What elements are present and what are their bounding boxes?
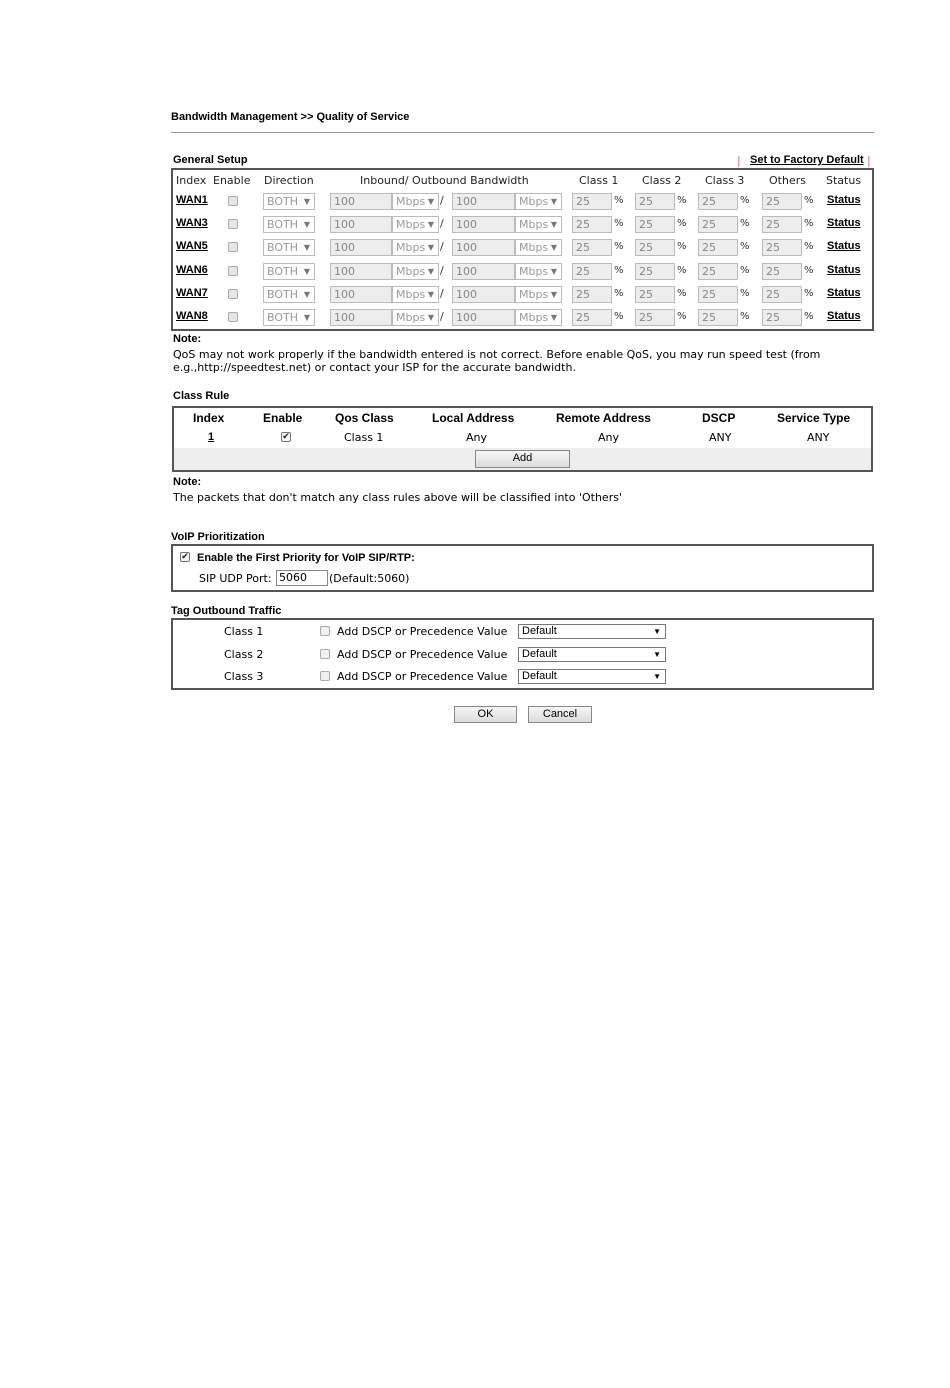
sip-port-default: (Default:5060)	[329, 572, 410, 585]
percent-label: %	[804, 241, 814, 252]
unit-value: Mbps	[396, 241, 426, 254]
outbound-unit-select[interactable]	[515, 193, 562, 210]
unit-value: Mbps	[519, 288, 549, 301]
ok-button[interactable]: OK	[454, 706, 517, 723]
inbound-unit-select[interactable]	[392, 239, 439, 256]
chevron-down-icon: ▼	[303, 243, 310, 252]
unit-value: Mbps	[396, 195, 426, 208]
percent-label: %	[804, 311, 814, 322]
col-header-enable: Enable	[263, 411, 303, 425]
dscp-select-value: Default	[522, 625, 557, 637]
direction-select[interactable]	[263, 309, 315, 326]
general-setup-title: General Setup	[173, 154, 248, 166]
inbound-input[interactable]: 100	[330, 263, 392, 280]
tag-class-label: Class 3	[224, 670, 264, 683]
class1-input[interactable]: 25	[572, 216, 612, 233]
note-text: QoS may not work properly if the bandwidth entered is not correct. Before enable QoS, you may run speed test (from	[173, 348, 821, 361]
chevron-down-icon: ▼	[303, 290, 310, 299]
separator: |	[867, 154, 871, 167]
chevron-down-icon: ▼	[427, 243, 434, 252]
class-rule-index-link[interactable]: 1	[208, 431, 215, 443]
percent-label: %	[740, 311, 750, 322]
class3-input[interactable]: 25	[698, 286, 738, 303]
tag-dscp-label: Add DSCP or Precedence Value	[337, 648, 508, 661]
outbound-unit-select[interactable]	[515, 263, 562, 280]
inbound-unit-select[interactable]	[392, 309, 439, 326]
sip-port-label: SIP UDP Port:	[199, 572, 272, 585]
wan-enable-checkbox[interactable]	[228, 312, 238, 322]
percent-label: %	[804, 265, 814, 276]
percent-label: %	[804, 218, 814, 229]
unit-value: Mbps	[519, 241, 549, 254]
inbound-input[interactable]: 100	[330, 309, 392, 326]
outbound-input[interactable]: 100	[452, 193, 515, 210]
chevron-down-icon: ▼	[427, 220, 434, 229]
inbound-unit-select[interactable]	[392, 263, 439, 280]
col-header-dscp: DSCP	[702, 411, 736, 425]
wan-enable-checkbox[interactable]	[228, 242, 238, 252]
percent-label: %	[677, 265, 687, 276]
add-button[interactable]: Add	[475, 450, 570, 468]
col-header-bandwidth: Inbound/ Outbound Bandwidth	[360, 174, 529, 187]
percent-label: %	[677, 241, 687, 252]
outbound-unit-select[interactable]	[515, 309, 562, 326]
slash-separator: /	[440, 217, 444, 230]
percent-label: %	[614, 195, 624, 206]
note-text: The packets that don't match any class rules above will be classified into 'Others'	[173, 491, 622, 504]
voip-title: VoIP Prioritization	[171, 531, 265, 543]
tag-class-label: Class 1	[224, 625, 264, 638]
others-input[interactable]: 25	[762, 239, 802, 256]
chevron-down-icon: ▼	[653, 650, 661, 659]
slash-separator: /	[440, 310, 444, 323]
page-title: Bandwidth Management >> Quality of Service	[171, 111, 410, 123]
note-text: e.g.,http://speedtest.net) or contact your ISP for the accurate bandwidth.	[173, 361, 576, 374]
percent-label: %	[804, 195, 814, 206]
status-link[interactable]: Status	[827, 217, 861, 229]
chevron-down-icon: ▼	[550, 313, 557, 322]
col-header-class1: Class 1	[579, 174, 619, 187]
note-label: Note:	[173, 333, 202, 345]
outbound-input[interactable]: 100	[452, 309, 515, 326]
class3-input[interactable]: 25	[698, 309, 738, 326]
wan-index-link[interactable]: WAN5	[176, 240, 208, 252]
slash-separator: /	[440, 264, 444, 277]
chevron-down-icon: ▼	[550, 197, 557, 206]
col-header-service-type: Service Type	[777, 411, 851, 425]
dscp-select-value: Default	[522, 670, 557, 682]
dscp-select[interactable]	[518, 624, 666, 639]
col-header-status: Status	[826, 174, 862, 187]
others-input[interactable]: 25	[762, 216, 802, 233]
unit-value: Mbps	[519, 311, 549, 324]
class-rule-remote: Any	[598, 431, 620, 444]
class-rule-local: Any	[466, 431, 488, 444]
direction-value: BOTH	[267, 311, 299, 324]
voip-enable-label: Enable the First Priority for VoIP SIP/RTP:	[197, 552, 415, 564]
chevron-down-icon: ▼	[303, 197, 310, 206]
inbound-input[interactable]: 100	[330, 216, 392, 233]
percent-label: %	[614, 311, 624, 322]
class3-input[interactable]: 25	[698, 193, 738, 210]
status-link[interactable]: Status	[827, 240, 861, 252]
outbound-input[interactable]: 100	[452, 286, 515, 303]
status-link[interactable]: Status	[827, 287, 861, 299]
wan-index-link[interactable]: WAN3	[176, 217, 208, 229]
col-header-local-address: Local Address	[432, 411, 515, 425]
chevron-down-icon: ▼	[427, 197, 434, 206]
dscp-select-value: Default	[522, 648, 557, 660]
chevron-down-icon: ▼	[550, 290, 557, 299]
slash-separator: /	[440, 240, 444, 253]
col-header-index: Index	[193, 411, 225, 425]
inbound-unit-select[interactable]	[392, 286, 439, 303]
col-header-remote-address: Remote Address	[556, 411, 651, 425]
inbound-unit-select[interactable]	[392, 216, 439, 233]
separator: |	[737, 154, 741, 167]
class-rule-qos-class: Class 1	[344, 431, 384, 444]
slash-separator: /	[440, 287, 444, 300]
wan-enable-checkbox[interactable]	[228, 266, 238, 276]
chevron-down-icon: ▼	[550, 267, 557, 276]
outbound-input[interactable]: 100	[452, 239, 515, 256]
class2-input[interactable]: 25	[635, 239, 675, 256]
inbound-input[interactable]: 100	[330, 239, 392, 256]
wan-index-link[interactable]: WAN8	[176, 310, 208, 322]
inbound-input[interactable]: 100	[330, 193, 392, 210]
others-input[interactable]: 25	[762, 309, 802, 326]
sip-port-input[interactable]: 5060	[276, 570, 328, 586]
wan-index-link[interactable]: WAN1	[176, 194, 208, 206]
class-rule-dscp: ANY	[709, 431, 732, 444]
dscp-select[interactable]	[518, 669, 666, 684]
direction-select[interactable]	[263, 193, 315, 210]
status-link[interactable]: Status	[827, 194, 861, 206]
others-input[interactable]: 25	[762, 193, 802, 210]
tag-dscp-checkbox[interactable]	[320, 649, 330, 659]
col-header-qos-class: Qos Class	[335, 411, 394, 425]
unit-value: Mbps	[519, 265, 549, 278]
chevron-down-icon: ▼	[427, 267, 434, 276]
col-header-others: Others	[769, 174, 806, 187]
chevron-down-icon: ▼	[303, 313, 310, 322]
cancel-button[interactable]: Cancel	[528, 706, 592, 723]
col-header-index: Index	[176, 174, 207, 187]
class3-input[interactable]: 25	[698, 239, 738, 256]
status-link[interactable]: Status	[827, 264, 861, 276]
wan-index-link[interactable]: WAN7	[176, 287, 208, 299]
percent-label: %	[677, 218, 687, 229]
others-input[interactable]: 25	[762, 263, 802, 280]
class2-input[interactable]: 25	[635, 193, 675, 210]
class1-input[interactable]: 25	[572, 193, 612, 210]
unit-value: Mbps	[396, 265, 426, 278]
percent-label: %	[740, 288, 750, 299]
tag-dscp-checkbox[interactable]	[320, 626, 330, 636]
direction-select[interactable]	[263, 263, 315, 280]
slash-separator: /	[440, 194, 444, 207]
class-rule-enable-checkbox[interactable]	[281, 432, 291, 442]
class-rule-title: Class Rule	[173, 390, 230, 402]
direction-select[interactable]	[263, 216, 315, 233]
chevron-down-icon: ▼	[427, 313, 434, 322]
voip-enable-checkbox[interactable]	[180, 552, 190, 562]
direction-select[interactable]	[263, 239, 315, 256]
tag-dscp-label: Add DSCP or Precedence Value	[337, 670, 508, 683]
direction-select[interactable]	[263, 286, 315, 303]
class2-input[interactable]: 25	[635, 286, 675, 303]
percent-label: %	[740, 241, 750, 252]
outbound-input[interactable]: 100	[452, 216, 515, 233]
unit-value: Mbps	[519, 195, 549, 208]
direction-value: BOTH	[267, 195, 299, 208]
percent-label: %	[804, 288, 814, 299]
chevron-down-icon: ▼	[303, 267, 310, 276]
percent-label: %	[614, 241, 624, 252]
wan-enable-checkbox[interactable]	[228, 196, 238, 206]
percent-label: %	[614, 288, 624, 299]
set-factory-default-link[interactable]: Set to Factory Default	[750, 154, 864, 166]
tag-outbound-title: Tag Outbound Traffic	[171, 605, 282, 617]
chevron-down-icon: ▼	[427, 290, 434, 299]
chevron-down-icon: ▼	[653, 672, 661, 681]
class2-input[interactable]: 25	[635, 263, 675, 280]
percent-label: %	[740, 195, 750, 206]
outbound-input[interactable]: 100	[452, 263, 515, 280]
unit-value: Mbps	[396, 218, 426, 231]
direction-value: BOTH	[267, 265, 299, 278]
col-header-direction: Direction	[264, 174, 314, 187]
class3-input[interactable]: 25	[698, 216, 738, 233]
checkmark-icon: ✔	[282, 432, 290, 442]
class1-input[interactable]: 25	[572, 286, 612, 303]
tag-dscp-label: Add DSCP or Precedence Value	[337, 625, 508, 638]
col-header-enable: Enable	[213, 174, 251, 187]
percent-label: %	[614, 218, 624, 229]
class2-input[interactable]: 25	[635, 309, 675, 326]
col-header-class3: Class 3	[705, 174, 745, 187]
unit-value: Mbps	[396, 288, 426, 301]
wan-index-link[interactable]: WAN6	[176, 264, 208, 276]
tag-dscp-checkbox[interactable]	[320, 671, 330, 681]
unit-value: Mbps	[396, 311, 426, 324]
percent-label: %	[677, 195, 687, 206]
class3-input[interactable]: 25	[698, 263, 738, 280]
chevron-down-icon: ▼	[550, 220, 557, 229]
chevron-down-icon: ▼	[550, 243, 557, 252]
others-input[interactable]: 25	[762, 286, 802, 303]
unit-value: Mbps	[519, 218, 549, 231]
checkmark-icon: ✔	[181, 552, 189, 562]
percent-label: %	[677, 311, 687, 322]
note-label: Note:	[173, 476, 202, 488]
wan-enable-checkbox[interactable]	[228, 289, 238, 299]
inbound-unit-select[interactable]	[392, 193, 439, 210]
wan-enable-checkbox[interactable]	[228, 219, 238, 229]
percent-label: %	[740, 218, 750, 229]
col-header-class2: Class 2	[642, 174, 682, 187]
class1-input[interactable]: 25	[572, 239, 612, 256]
outbound-unit-select[interactable]	[515, 216, 562, 233]
title-divider	[171, 132, 874, 133]
class1-input[interactable]: 25	[572, 263, 612, 280]
tag-class-label: Class 2	[224, 648, 264, 661]
outbound-unit-select[interactable]	[515, 239, 562, 256]
percent-label: %	[614, 265, 624, 276]
chevron-down-icon: ▼	[653, 627, 661, 636]
outbound-unit-select[interactable]	[515, 286, 562, 303]
class-rule-service: ANY	[807, 431, 830, 444]
inbound-input[interactable]: 100	[330, 286, 392, 303]
chevron-down-icon: ▼	[303, 220, 310, 229]
class1-input[interactable]: 25	[572, 309, 612, 326]
direction-value: BOTH	[267, 288, 299, 301]
status-link[interactable]: Status	[827, 310, 861, 322]
percent-label: %	[677, 288, 687, 299]
dscp-select[interactable]	[518, 647, 666, 662]
percent-label: %	[740, 265, 750, 276]
direction-value: BOTH	[267, 218, 299, 231]
class2-input[interactable]: 25	[635, 216, 675, 233]
direction-value: BOTH	[267, 241, 299, 254]
